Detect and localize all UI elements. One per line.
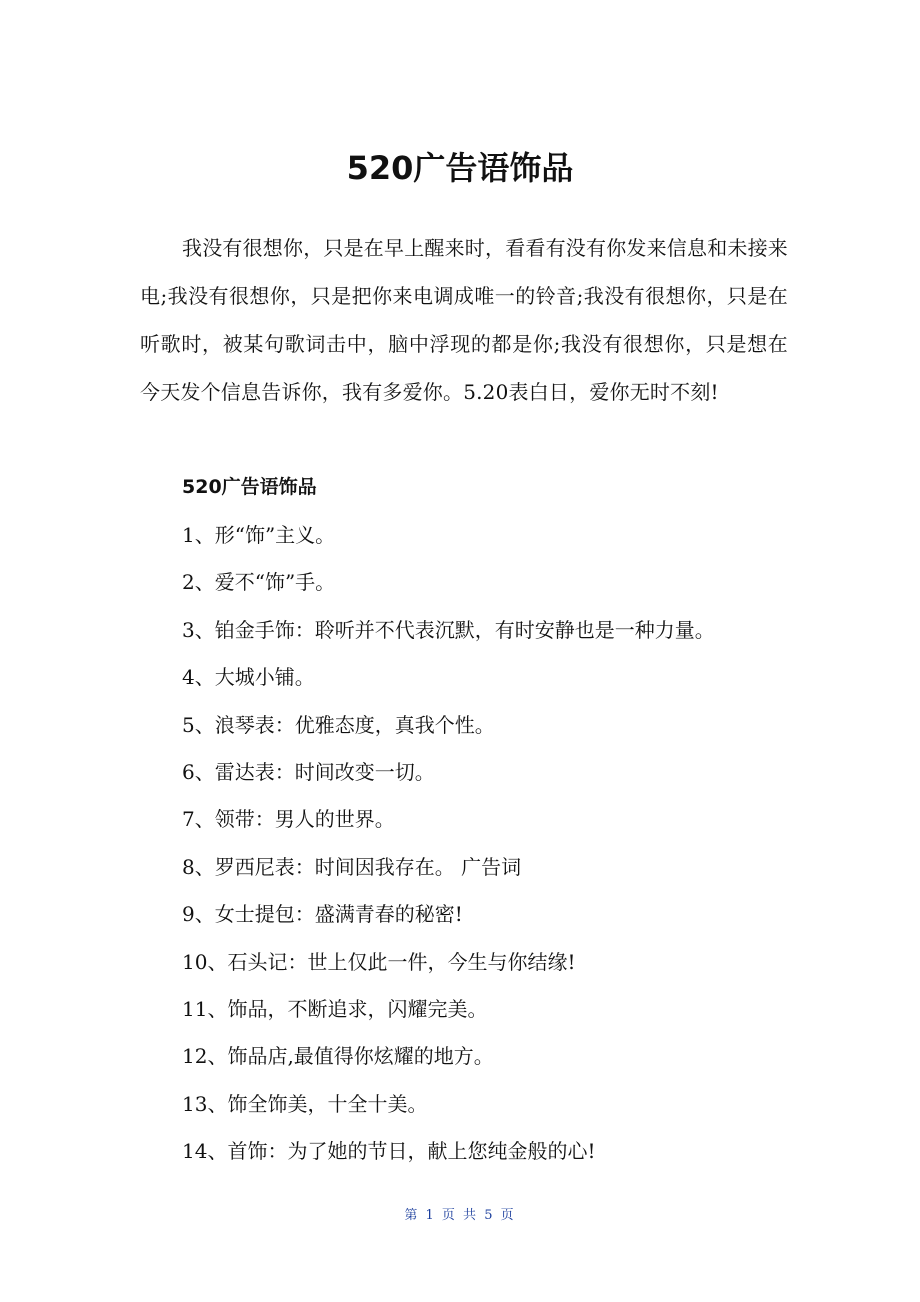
slogan-item: 13、饰全饰美，十全十美。 [182, 1091, 428, 1116]
slogan-item: 9、女士提包：盛满青春的秘密! [182, 902, 463, 927]
document-title: 520广告语饰品 [346, 149, 574, 187]
section-heading: 520广告语饰品 [182, 476, 317, 498]
slogan-item: 2、爱不“饰”手。 [182, 570, 336, 595]
page-number-footer: 第 1 页 共 5 页 [404, 1208, 516, 1223]
slogan-item: 14、首饰：为了她的节日，献上您纯金般的心! [182, 1139, 596, 1164]
slogan-item: 3、铂金手饰：聆听并不代表沉默，有时安静也是一种力量。 [182, 617, 715, 642]
slogan-list [182, 518, 802, 1181]
intro-paragraph: 我没有很想你，只是在早上醒来时，看看有没有你发来信息和未接来电;我没有很想你，只是把你来电调成唯一的铃音;我没有很想你，只是在听歌时，被某句歌词击中，脑中浮现的都是你;我没有很想你，只是想在今天发个信息告诉你，我有多爱你。5.20表白日，爱你无时不刻! [140, 236, 788, 404]
slogan-item: 1、形“饰”主义。 [182, 523, 336, 547]
slogan-item: 7、领带：男人的世界。 [182, 807, 395, 832]
slogan-item: 8、罗西尼表：时间因我存在。 广告词 [182, 854, 522, 879]
slogan-item: 12、饰品店,最值得你炫耀的地方。 [182, 1044, 494, 1069]
slogan-item: 5、浪琴表：优雅态度，真我个性。 [182, 712, 495, 737]
slogan-item: 11、饰品，不断追求，闪耀完美。 [182, 996, 488, 1021]
slogan-item: 6、雷达表：时间改变一切。 [182, 759, 435, 784]
slogan-item: 4、大城小铺。 [182, 665, 315, 690]
slogan-item: 10、石头记：世上仅此一件，今生与你结缘! [182, 949, 576, 974]
